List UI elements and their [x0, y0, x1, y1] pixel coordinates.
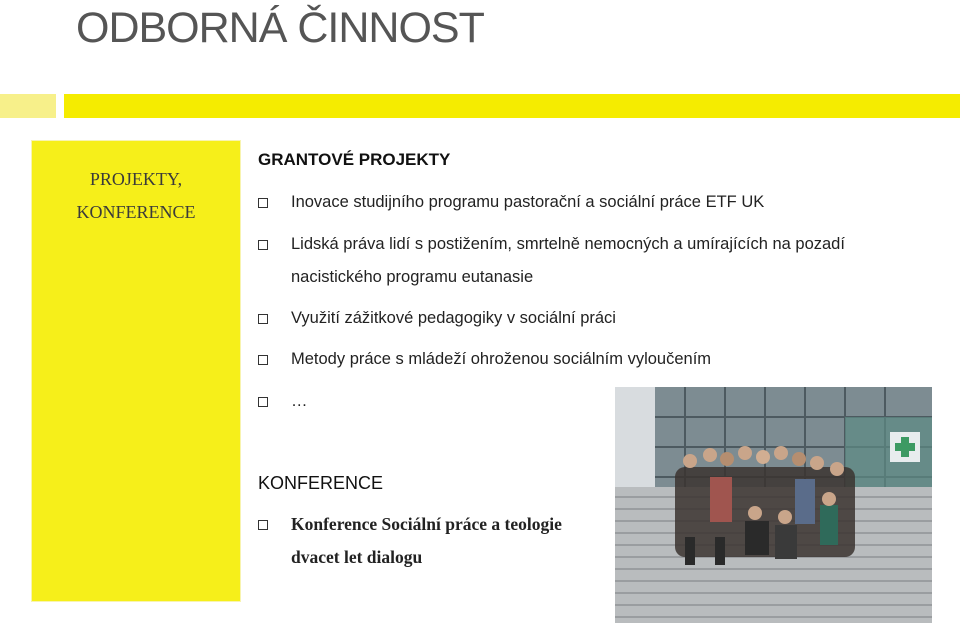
list-item: [258, 343, 918, 376]
side-label-line-2: KONFERENCE: [76, 202, 196, 222]
list-item-text: Využití zážitkové pedagogiky v sociální práci: [291, 309, 616, 327]
checkbox-bullet-icon: [258, 397, 268, 407]
list-item: [258, 186, 918, 219]
checkbox-bullet-icon: [258, 198, 268, 208]
accent-bar: [64, 94, 960, 118]
group-photo-image: [615, 387, 932, 623]
conference-heading: KONFERENCE: [258, 473, 384, 493]
group-photo: [615, 387, 932, 623]
side-label-line-1: PROJEKTY,: [89, 169, 183, 189]
checkbox-bullet-icon: [258, 520, 268, 530]
list-item-text: Inovace studijního programu pastorační a sociální práce ETF UK: [291, 193, 765, 211]
list-item: [258, 228, 918, 294]
list-item-text: Metody práce s mládeží ohroženou sociálním vyloučením: [291, 350, 712, 368]
list-item-text: Lidská práva lidí s postižením, smrtelně nemocných a umírajících na pozadí nacistického programu eutanasie: [291, 235, 845, 286]
slide-title: ODBORNÁ ČINNOST: [76, 4, 484, 52]
grant-heading: GRANTOVÉ PROJEKTY: [258, 150, 451, 169]
checkbox-bullet-icon: [258, 240, 268, 250]
side-panel: [31, 140, 241, 602]
list-item: [258, 508, 608, 574]
side-panel-label: [32, 163, 240, 229]
list-item: [258, 385, 558, 418]
accent-bar-small: [0, 94, 56, 118]
checkbox-bullet-icon: [258, 314, 268, 324]
list-item-text: …: [291, 392, 308, 410]
list-item-text: Konference Sociální práce a teologie dvacet let dialogu: [291, 514, 562, 567]
checkbox-bullet-icon: [258, 355, 268, 365]
list-item: [258, 302, 918, 335]
